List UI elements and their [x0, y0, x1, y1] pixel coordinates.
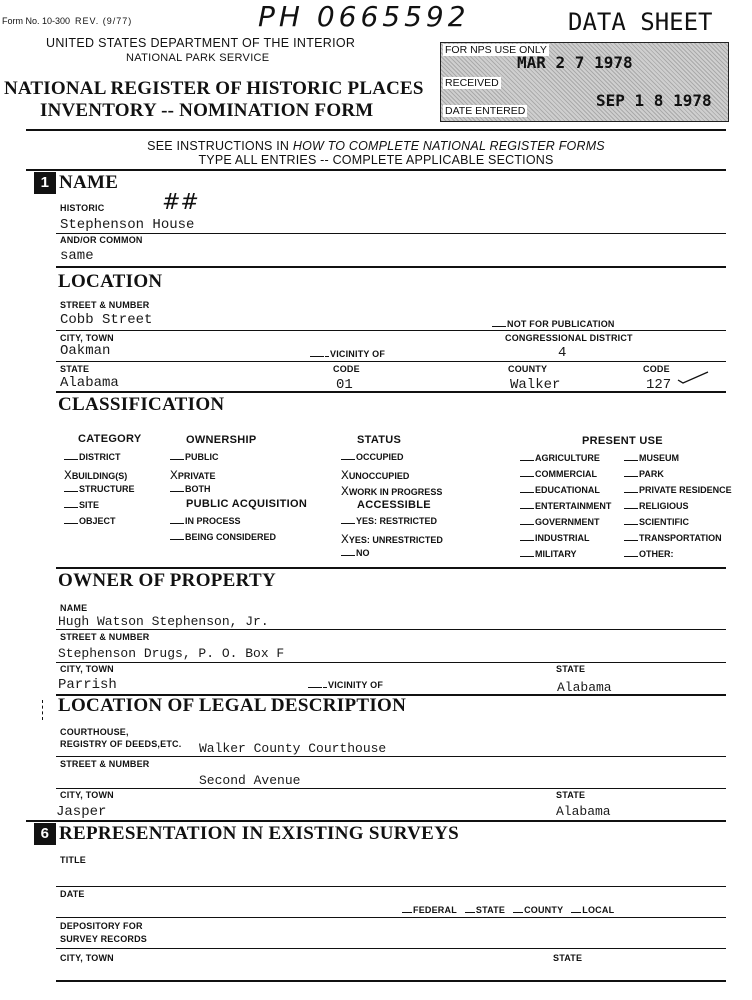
present-use-commercial: [520, 469, 597, 479]
service-name: NATIONAL PARK SERVICE: [126, 52, 270, 64]
public-acquisition-heading: PUBLIC ACQUISITION: [186, 498, 308, 510]
option-label: SITE: [79, 500, 100, 510]
instructions-line1: SEE INSTRUCTIONS IN HOW TO COMPLETE NATIONAL REGISTER FORMS: [147, 139, 605, 153]
entered-stamp: SEP 1 8 1978: [596, 91, 712, 110]
x-mark: X: [170, 468, 178, 483]
blank-line: [64, 507, 78, 508]
present-use-industrial: [520, 533, 590, 543]
option-label: PARK: [639, 469, 664, 479]
common-name-value: same: [60, 248, 94, 264]
owner-street-line: [56, 662, 726, 663]
option-label: STATE: [475, 905, 506, 915]
x-mark: X: [341, 532, 349, 547]
survey-level-federal: [402, 905, 457, 915]
blank-line: [170, 539, 184, 540]
legal-city-label: CITY, TOWN: [60, 790, 114, 800]
option-label: OTHER:: [639, 549, 674, 559]
present-use-scientific: [624, 517, 689, 527]
name-bottom-rule: [56, 266, 726, 268]
present-use-heading: PRESENT USE: [582, 435, 663, 447]
blank-line: [571, 912, 581, 913]
congressional-district-label: CONGRESSIONAL DISTRICT: [505, 333, 633, 343]
category-building-s: [64, 468, 127, 483]
option-label: COUNTY: [524, 905, 564, 915]
present-use-religious: [624, 501, 689, 511]
historic-name-value: Stephenson House: [60, 217, 195, 233]
owner-city-label: CITY, TOWN: [60, 664, 114, 674]
x-mark: X: [341, 468, 349, 483]
location-city-value: Oakman: [60, 343, 111, 359]
blank-line: [64, 491, 78, 492]
option-label: DISTRICT: [79, 452, 121, 462]
survey-level-state: [465, 905, 505, 915]
location-state-label: STATE: [60, 364, 90, 374]
location-code2-value: 127: [646, 377, 672, 393]
owner-name-line: [56, 629, 726, 630]
legal-state-label: STATE: [556, 790, 586, 800]
blank-line: [520, 508, 534, 509]
form-title-line1: NATIONAL REGISTER OF HISTORIC PLACES: [4, 78, 424, 99]
present-use-museum: [624, 453, 679, 463]
blank-line: [520, 476, 534, 477]
location-state-value: Alabama: [60, 375, 119, 391]
date-entered-label: DATE ENTERED: [445, 105, 526, 117]
historic-line: [56, 233, 726, 234]
congressional-district-value: 4: [558, 345, 567, 361]
option-label: IN PROCESS: [185, 516, 241, 526]
option-label: MILITARY: [535, 549, 577, 559]
option-label: PRIVATE: [177, 471, 216, 481]
depository-label-2: SURVEY RECORDS: [60, 934, 147, 944]
survey-title-line: [56, 886, 726, 887]
section-name-title: 1 NAME: [34, 172, 118, 194]
option-label: WORK IN PROGRESS: [348, 487, 443, 497]
option-label: BUILDING(S): [71, 471, 128, 481]
option-label: EDUCATIONAL: [535, 485, 600, 495]
courthouse-value: Walker County Courthouse: [199, 741, 387, 756]
option-label: PRIVATE RESIDENCE: [639, 485, 732, 495]
accessible-yes-unrestricted: [341, 532, 443, 547]
blank-line: [402, 912, 412, 913]
option-label: MUSEUM: [639, 453, 679, 463]
handwritten-id: PH 0665592: [258, 0, 470, 33]
blank-line: [170, 459, 184, 460]
legal-bottom-rule: [26, 820, 726, 822]
category-site: [64, 500, 99, 510]
courthouse-line: [56, 756, 726, 757]
owner-state-label: STATE: [556, 664, 586, 674]
legal-street-line: [56, 788, 726, 789]
blank-line: [624, 460, 638, 461]
owner-street-label: STREET & NUMBER: [60, 632, 150, 642]
status-heading: STATUS: [357, 434, 402, 446]
received-label: RECEIVED: [445, 77, 499, 89]
option-label: INDUSTRIAL: [535, 533, 590, 543]
blank-line: [624, 524, 638, 525]
historic-label: HISTORIC: [60, 203, 105, 213]
blank-line: [341, 523, 355, 524]
present-use-military: [520, 549, 577, 559]
survey-date-label: DATE: [60, 889, 85, 899]
location-county-value: Walker: [510, 377, 561, 393]
instructions-line2: TYPE ALL ENTRIES -- COMPLETE APPLICABLE SECTIONS: [198, 153, 554, 167]
option-label: FEDERAL: [413, 905, 457, 915]
blank-line: [341, 555, 355, 556]
blank-line: [624, 556, 638, 557]
form-number: Form No. 10-300 REV. (9/77): [2, 16, 133, 26]
accessible-heading: ACCESSIBLE: [357, 499, 431, 511]
ownership-public: [170, 452, 219, 462]
ownership-both: [170, 484, 211, 494]
survey-title-label: TITLE: [60, 855, 86, 865]
legal-street-label: STREET & NUMBER: [60, 759, 150, 769]
received-stamp: MAR 2 7 1978: [517, 53, 633, 72]
name-top-rule: [26, 169, 726, 171]
option-label: STRUCTURE: [79, 484, 135, 494]
blank-line: [624, 508, 638, 509]
owner-name-value: Hugh Watson Stephenson, Jr.: [58, 614, 269, 629]
blank-line: [64, 523, 78, 524]
classification-bottom-rule: [56, 567, 726, 569]
category-structure: [64, 484, 135, 494]
present-use-educational: [520, 485, 600, 495]
not-for-publication: NOT FOR PUBLICATION: [492, 319, 615, 329]
location-county-label: COUNTY: [508, 364, 548, 374]
location-city-line: [56, 361, 726, 362]
depository-line: [56, 948, 726, 949]
owner-street-value: Stephenson Drugs, P. O. Box F: [58, 646, 285, 661]
survey-state-label: STATE: [553, 953, 583, 963]
category-heading: CATEGORY: [78, 433, 142, 445]
present-use-other: [624, 549, 674, 559]
option-label: GOVERNMENT: [535, 517, 600, 527]
present-use-entertainment: [520, 501, 611, 511]
owner-vicinity: VICINITY OF: [308, 680, 383, 690]
location-code-value: 01: [336, 377, 353, 393]
courthouse-label-2: REGISTRY OF DEEDS,ETC.: [60, 739, 182, 749]
owner-city-value: Parrish: [58, 677, 117, 693]
header-rule: [26, 129, 726, 131]
acquisition-in-process: [170, 516, 241, 526]
status-occupied: [341, 452, 404, 462]
department-name: UNITED STATES DEPARTMENT OF THE INTERIOR: [46, 36, 356, 50]
acquisition-being-considered: [170, 532, 276, 542]
survey-level-county: [513, 905, 563, 915]
option-label: SCIENTIFIC: [639, 517, 690, 527]
owner-state-value: Alabama: [557, 680, 612, 695]
survey-city-label: CITY, TOWN: [60, 953, 114, 963]
survey-level-local: [571, 905, 614, 915]
survey-date-line: [56, 917, 726, 918]
location-code2-label: CODE: [643, 364, 670, 374]
option-label: NO: [356, 548, 370, 558]
category-district: [64, 452, 121, 462]
section-owner-title: OWNER OF PROPERTY: [58, 570, 277, 591]
location-street-label: STREET & NUMBER: [60, 300, 150, 310]
location-street-value: Cobb Street: [60, 312, 153, 328]
present-use-government: [520, 517, 600, 527]
nps-use-box: [440, 42, 729, 122]
surveys-bottom-rule: [56, 980, 726, 982]
blank-line: [64, 459, 78, 460]
blank-line: [170, 491, 184, 492]
historic-handwritten-mark: ##: [162, 190, 199, 215]
survey-level-options: [402, 905, 622, 915]
accessible-yes-restricted: [341, 516, 437, 526]
blank-line: [520, 460, 534, 461]
section-classification-title: CLASSIFICATION: [58, 394, 225, 415]
blank-line: [341, 459, 355, 460]
blank-line: [465, 912, 475, 913]
legal-city-value: Jasper: [56, 804, 107, 820]
checkmark-icon: [676, 370, 710, 384]
option-label: OCCUPIED: [356, 452, 404, 462]
location-bottom-rule: [56, 391, 726, 393]
depository-label-1: DEPOSITORY FOR: [60, 921, 143, 931]
blank-line: [624, 476, 638, 477]
form-title-line2: INVENTORY -- NOMINATION FORM: [40, 100, 374, 121]
data-sheet-label: DATA SHEET: [568, 8, 713, 36]
blank-line: [513, 912, 523, 913]
owner-name-label: NAME: [60, 603, 88, 613]
option-label: YES: RESTRICTED: [356, 516, 438, 526]
location-city-label: CITY, TOWN: [60, 333, 114, 343]
option-label: YES: UNRESTRICTED: [348, 535, 443, 545]
section-surveys-title: 6 REPRESENTATION IN EXISTING SURVEYS: [34, 823, 459, 845]
blank-line: [520, 492, 534, 493]
legal-street-value: Second Avenue: [199, 773, 301, 788]
option-label: LOCAL: [582, 905, 615, 915]
option-label: AGRICULTURE: [535, 453, 600, 463]
location-street-line: [56, 330, 726, 331]
option-label: UNOCCUPIED: [348, 471, 410, 481]
option-label: COMMERCIAL: [535, 469, 597, 479]
location-vicinity: VICINITY OF: [310, 349, 385, 359]
option-label: BEING CONSIDERED: [185, 532, 277, 542]
option-label: BOTH: [185, 484, 211, 494]
x-mark: X: [341, 484, 349, 499]
section-location-title: LOCATION: [58, 271, 163, 292]
present-use-transportation: [624, 533, 722, 543]
blank-line: [624, 540, 638, 541]
location-code-label: CODE: [333, 364, 360, 374]
blank-line: [520, 556, 534, 557]
courthouse-label-1: COURTHOUSE,: [60, 727, 129, 737]
legal-state-value: Alabama: [556, 804, 611, 819]
option-label: OBJECT: [79, 516, 116, 526]
section-legal-title: LOCATION OF LEGAL DESCRIPTION: [58, 695, 407, 716]
ownership-private: [170, 468, 215, 483]
option-label: ENTERTAINMENT: [535, 501, 612, 511]
status-work-in-progress: [341, 484, 442, 499]
accessible-no: [341, 548, 370, 558]
present-use-agriculture: [520, 453, 600, 463]
common-name-label: AND/OR COMMON: [60, 235, 143, 245]
blank-line: [624, 492, 638, 493]
nps-use-label: FOR NPS USE ONLY: [445, 44, 547, 56]
blank-line: [520, 524, 534, 525]
blank-line: [170, 523, 184, 524]
option-label: PUBLIC: [185, 452, 219, 462]
margin-mark: [42, 700, 43, 720]
ownership-heading: OWNERSHIP: [186, 434, 257, 446]
status-unoccupied: [341, 468, 409, 483]
category-object: [64, 516, 116, 526]
option-label: TRANSPORTATION: [639, 533, 722, 543]
option-label: RELIGIOUS: [639, 501, 689, 511]
present-use-private-residence: [624, 485, 732, 495]
x-mark: X: [64, 468, 72, 483]
blank-line: [520, 540, 534, 541]
present-use-park: [624, 469, 664, 479]
